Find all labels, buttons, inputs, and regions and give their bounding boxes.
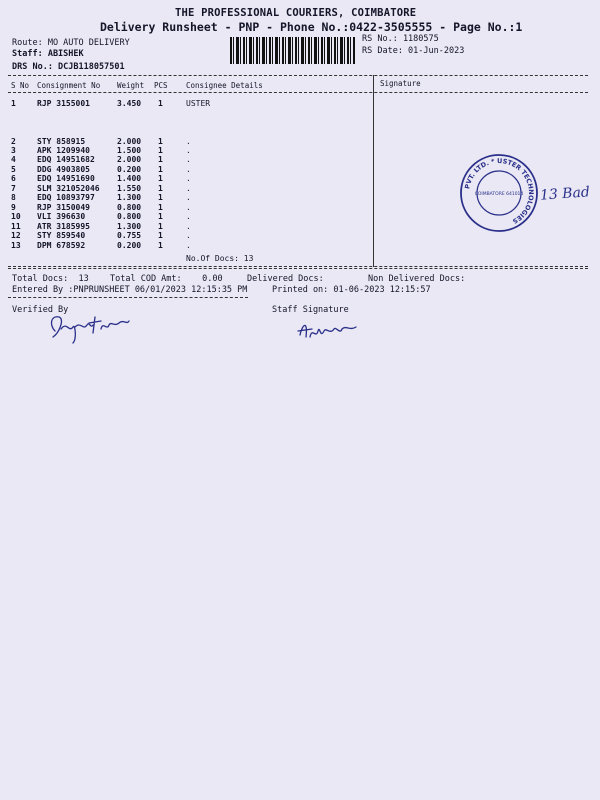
cell-pcs: 1 — [158, 241, 163, 250]
drs-number: DRS No.: DCJB118057501 — [12, 62, 125, 72]
col-header-consignee: Consignee Details — [186, 81, 263, 90]
cell-cons: EDQ 10893797 — [37, 193, 95, 202]
entered-by: Entered By :PNPRUNSHEET 06/01/2023 12:15:35 PM — [12, 285, 248, 295]
cell-consignee: . — [186, 222, 191, 231]
cell-pcs: 1 — [158, 231, 163, 240]
table-header-rule — [8, 92, 588, 93]
no-of-docs: No.Of Docs: 13 — [186, 254, 254, 263]
cell-weight: 2.000 — [117, 155, 142, 164]
company-title: THE PROFESSIONAL COURIERS, COIMBATORE — [175, 7, 417, 19]
cell-consignee: . — [186, 203, 191, 212]
cell-pcs: 1 — [158, 137, 163, 146]
non-delivered-docs: Non Delivered Docs: — [368, 274, 466, 284]
cell-sno: 13 — [11, 241, 21, 250]
cell-cons: EDQ 14951690 — [37, 174, 95, 183]
company-stamp — [458, 152, 540, 234]
table-top-rule — [8, 75, 588, 76]
cell-cons: DDG 4903805 — [37, 165, 90, 174]
col-header-signature: Signature — [380, 79, 421, 88]
cell-pcs: 1 — [158, 155, 163, 164]
table-bottom-rule-2 — [8, 268, 588, 269]
cell-pcs: 1 — [158, 146, 163, 155]
stamp-center-text: COIMBATORE 641014 — [474, 192, 524, 197]
rs-number: RS No.: 1180575 — [362, 34, 439, 44]
cell-pcs: 1 — [158, 222, 163, 231]
cell-consignee: . — [186, 231, 191, 240]
cell-pcs: 1 — [158, 203, 163, 212]
cell-weight: 0.200 — [117, 165, 142, 174]
svg-text:PVT. LTD. *: PVT. LTD. * USTER TECHNOLOGIES — [463, 156, 536, 226]
col-header-sno: S No — [11, 81, 30, 90]
cell-cons: ATR 3185995 — [37, 222, 90, 231]
cell-weight: 1.400 — [117, 174, 142, 183]
cell-consignee: . — [186, 241, 191, 250]
handwritten-note: 13 Bad — [539, 184, 591, 204]
cell-cons: EDQ 14951682 — [37, 155, 95, 164]
cell-weight: 0.800 — [117, 212, 142, 221]
table-bottom-rule — [8, 266, 588, 267]
cell-consignee: . — [186, 137, 191, 146]
cell-pcs: 1 — [158, 212, 163, 221]
cell-pcs: 1 — [158, 174, 163, 183]
cell-sno: 3 — [11, 146, 16, 155]
cell-weight: 1.500 — [117, 146, 142, 155]
cell-weight: 1.550 — [117, 184, 142, 193]
staff-text: Staff: ABISHEK — [12, 49, 84, 59]
cell-cons: DPM 678592 — [37, 241, 86, 250]
staff-handwritten-signature — [290, 313, 370, 348]
cell-cons: APK 1209940 — [37, 146, 90, 155]
cell-sno: 4 — [11, 155, 16, 164]
cell-pcs: 1 — [158, 99, 163, 108]
route-text: Route: MO AUTO DELIVERY — [12, 38, 130, 48]
cell-weight: 1.300 — [117, 193, 142, 202]
cell-consignee: . — [186, 174, 191, 183]
cell-sno: 9 — [11, 203, 16, 212]
delivered-docs: Delivered Docs: — [247, 274, 324, 284]
cell-weight: 1.300 — [117, 222, 142, 231]
cell-cons: STY 858915 — [37, 137, 86, 146]
cell-consignee: USTER — [186, 99, 211, 108]
printed-on: Printed on: 01-06-2023 12:15:57 — [272, 285, 431, 295]
cell-cons: STY 859540 — [37, 231, 86, 240]
cell-sno: 11 — [11, 222, 21, 231]
staff-signature-label: Staff Signature — [272, 305, 349, 315]
cell-sno: 10 — [11, 212, 21, 221]
stamp-side-text: TECHNOLOGIES — [511, 168, 536, 226]
cell-weight: 0.200 — [117, 241, 142, 250]
cell-weight: 3.450 — [117, 99, 142, 108]
cell-cons: VLI 396630 — [37, 212, 86, 221]
cell-cons: SLM 321052046 — [37, 184, 100, 193]
cell-sno: 5 — [11, 165, 16, 174]
cell-consignee: . — [186, 193, 191, 202]
cell-weight: 0.800 — [117, 203, 142, 212]
cell-sno: 8 — [11, 193, 16, 202]
stamp-top-text: USTER — [496, 156, 523, 173]
rs-date: RS Date: 01-Jun-2023 — [362, 46, 465, 56]
cell-consignee: . — [186, 165, 191, 174]
cell-weight: 0.755 — [117, 231, 142, 240]
col-header-consignment: Consignment No — [37, 81, 101, 90]
cell-sno: 12 — [11, 231, 21, 240]
cell-pcs: 1 — [158, 193, 163, 202]
cell-weight: 2.000 — [117, 137, 142, 146]
cell-consignee: . — [186, 146, 191, 155]
cell-sno: 6 — [11, 174, 16, 183]
runsheet-subtitle: Delivery Runsheet - PNP - Phone No.:0422-3505555 - Page No.:1 — [100, 20, 523, 34]
barcode — [230, 37, 355, 64]
cell-cons: RJP 3150049 — [37, 203, 90, 212]
total-docs: Total Docs: 13 — [12, 274, 89, 284]
summary-rule — [8, 297, 248, 298]
stamp-pvt-text: PVT. LTD. — [463, 158, 491, 190]
col-header-pcs: PCS — [154, 81, 168, 90]
verified-signature — [45, 303, 145, 348]
total-cod-amount: Total COD Amt: 0.00 — [110, 274, 223, 284]
cell-cons: RJP 3155001 — [37, 99, 90, 108]
cell-consignee: . — [186, 155, 191, 164]
col-header-weight: Weight — [117, 81, 145, 90]
cell-pcs: 1 — [158, 184, 163, 193]
cell-sno: 2 — [11, 137, 16, 146]
cell-consignee: . — [186, 184, 191, 193]
cell-pcs: 1 — [158, 165, 163, 174]
cell-consignee: . — [186, 212, 191, 221]
cell-sno: 1 — [11, 99, 16, 108]
verified-by-label: Verified By — [12, 305, 69, 315]
cell-sno: 7 — [11, 184, 16, 193]
signature-column-divider — [373, 75, 374, 267]
